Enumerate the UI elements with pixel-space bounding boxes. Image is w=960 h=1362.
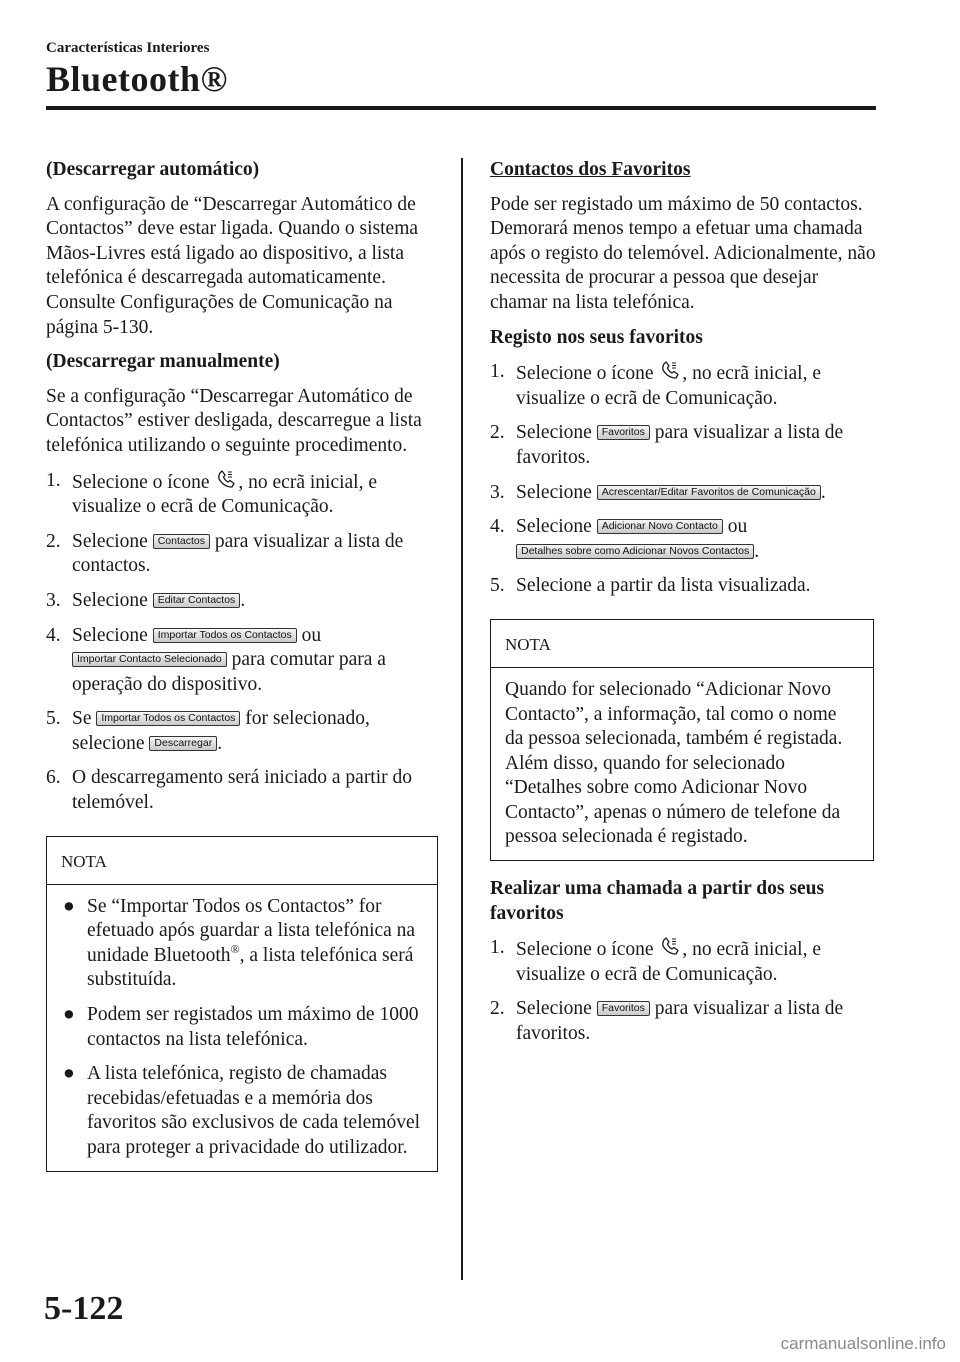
nota-title: NOTA (47, 837, 437, 885)
right-step-4 (490, 515, 880, 564)
step-text: . (820, 481, 826, 503)
bullet-text: Podem ser registados um máximo de 1000 contactos na lista telefónica. (87, 1004, 419, 1050)
step-text: Selecione (516, 481, 592, 503)
bullet-text: , a lista telefónica será substituída. (87, 944, 414, 991)
favorites-text: Pode ser registado um máximo de 50 contactos. Demorará menos tempo a efetuar uma chamada após o registo do telemóvel. Adicionalmente, não necessita de procurar a pessoa que desejar chamar na lista telefónica. (490, 193, 876, 313)
step-text: Selecione (72, 530, 148, 552)
bullet-icon: ● (63, 1004, 75, 1026)
step-text: . (217, 732, 223, 754)
step-text: Selecione (516, 422, 592, 444)
step-text: para comutar para a operação do dispositivo. (72, 649, 386, 695)
step-number: 2. (490, 998, 505, 1020)
step-text: . (754, 540, 760, 562)
bullet-text: A lista telefónica, registo de chamadas recebidas/efetuadas e a memória dos favoritos são exclusivos de cada telemóvel para proteger a privacidade do utilizador. (87, 1063, 421, 1158)
phone-icon[interactable] (660, 936, 680, 956)
contactos-button[interactable]: Contactos (153, 534, 210, 549)
acrescentar-favoritos-button[interactable]: Acrescentar/Editar Favoritos de Comunicação (597, 485, 821, 500)
left-step-5 (46, 707, 438, 756)
registered-mark: ® (230, 941, 240, 956)
step-number: 2. (46, 530, 61, 552)
nota-text: Quando for selecionado “Adicionar Novo Contacto”, a informação, tal como o nome da pessoa selecionada, também é registada. Além disso, quando for selecionado “Detalhes sobre como Adicionar Novo Contacto”, apenas o número de telefone da pessoa selecionada é registado. (505, 678, 843, 848)
step-text: para visualizar a lista de contactos. (72, 530, 404, 577)
step-text: O descarregamento será iniciado a partir do telemóvel. (72, 767, 413, 814)
right-step-1 (490, 360, 880, 411)
step-text: , no ecrã inicial, e visualize o ecrã de Comunicação. (516, 363, 822, 409)
right-step-3 (490, 481, 880, 506)
step-text: , no ecrã inicial, e visualize o ecrã de Comunicação. (516, 939, 822, 985)
step-text: . (240, 589, 246, 611)
detalhes-adicionar-button[interactable]: Detalhes sobre como Adicionar Novos Contactos (516, 544, 754, 559)
step-text: ou (301, 624, 322, 646)
manual-text: Se a configuração “Descarregar Automático de Contactos” estiver desligada, descarregue a lista telefónica utilizando o seguinte procedimento. (46, 385, 422, 456)
phone-icon[interactable] (216, 469, 236, 489)
step-text: Selecione a partir da lista visualizada. (516, 575, 811, 597)
favorites-heading: Contactos dos Favoritos (490, 159, 691, 180)
step-text: Selecione (516, 516, 592, 538)
step-text: Selecione (72, 624, 148, 646)
nota-bullet (61, 1003, 423, 1052)
column-divider (461, 158, 463, 1280)
title-rule (46, 106, 876, 110)
call-step-1 (490, 936, 880, 987)
left-nota-box (46, 836, 438, 1172)
bullet-icon: ● (63, 1063, 75, 1085)
left-column (46, 158, 438, 1172)
step-number: 5. (46, 708, 61, 730)
step-text: ou (727, 516, 748, 538)
nota-body (47, 885, 437, 1171)
descarregar-button[interactable]: Descarregar (149, 736, 217, 751)
favoritos-button[interactable]: Favoritos (597, 1001, 650, 1016)
step-text: Selecione o ícone (72, 471, 210, 493)
importar-todos-button[interactable]: Importar Todos os Contactos (96, 711, 240, 726)
step-text: para visualizar a lista de favoritos. (516, 422, 844, 468)
watermark: carmanualsonline.info (780, 1334, 946, 1353)
bullet-icon: ● (63, 895, 75, 917)
step-number: 1. (490, 361, 505, 383)
right-column (490, 158, 880, 1057)
left-step-6 (46, 766, 438, 815)
importar-selecionado-button[interactable]: Importar Contacto Selecionado (72, 652, 227, 667)
left-step-2 (46, 530, 438, 579)
call-step-2 (490, 997, 880, 1046)
call-heading: Realizar uma chamada a partir dos seus favoritos (490, 878, 825, 924)
step-number: 1. (46, 469, 61, 491)
step-number: 4. (490, 516, 505, 538)
manual-heading: (Descarregar manualmente) (46, 351, 280, 373)
register-heading: Registo nos seus favoritos (490, 326, 703, 348)
left-step-3 (46, 589, 438, 614)
section-label: Características Interiores (46, 40, 210, 56)
nota-bullet (61, 895, 423, 993)
bullet-text: Se “Importar Todos os Contactos” for efetuado após guardar a lista telefónica na unidade Bluetooth (87, 895, 416, 966)
step-number: 3. (46, 589, 61, 611)
right-nota-box (490, 619, 874, 861)
page-number: 5-122 (44, 1290, 124, 1327)
step-text: for selecionado, selecione (72, 708, 370, 754)
nota-bullet (61, 1062, 423, 1160)
auto-text: A configuração de “Descarregar Automático de Contactos” deve estar ligada. Quando o sistema Mãos-Livres está ligado ao dispositivo, a lista telefónica é descarregada automaticamente. (46, 193, 419, 289)
step-number: 5. (490, 575, 505, 597)
editar-contactos-button[interactable]: Editar Contactos (153, 593, 241, 608)
step-number: 4. (46, 624, 61, 646)
step-text: Se (72, 708, 92, 730)
adicionar-contacto-button[interactable]: Adicionar Novo Contacto (597, 519, 723, 534)
step-number: 3. (490, 481, 505, 503)
step-text: Selecione o ícone (516, 363, 654, 385)
step-text: Selecione (516, 998, 592, 1020)
nota-body (491, 668, 873, 860)
favoritos-button[interactable]: Favoritos (597, 425, 650, 440)
phone-icon[interactable] (660, 360, 680, 380)
step-text: para visualizar a lista de favoritos. (516, 998, 844, 1045)
step-text: Selecione o ícone (516, 939, 654, 961)
page-title: Bluetooth® (46, 59, 228, 99)
auto-ref: Consulte Configurações de Comunicação na página 5-130. (46, 291, 393, 338)
left-step-4 (46, 624, 438, 698)
importar-todos-button[interactable]: Importar Todos os Contactos (153, 628, 297, 643)
auto-heading: (Descarregar automático) (46, 159, 260, 180)
right-step-5 (490, 574, 880, 599)
left-step-1 (46, 469, 438, 520)
step-number: 1. (490, 937, 505, 959)
step-number: 6. (46, 767, 61, 789)
right-step-2 (490, 421, 880, 470)
nota-title: NOTA (491, 620, 873, 668)
step-number: 2. (490, 422, 505, 444)
step-text: Selecione (72, 589, 148, 611)
step-text: , no ecrã inicial, e visualize o ecrã de Comunicação. (72, 471, 378, 518)
